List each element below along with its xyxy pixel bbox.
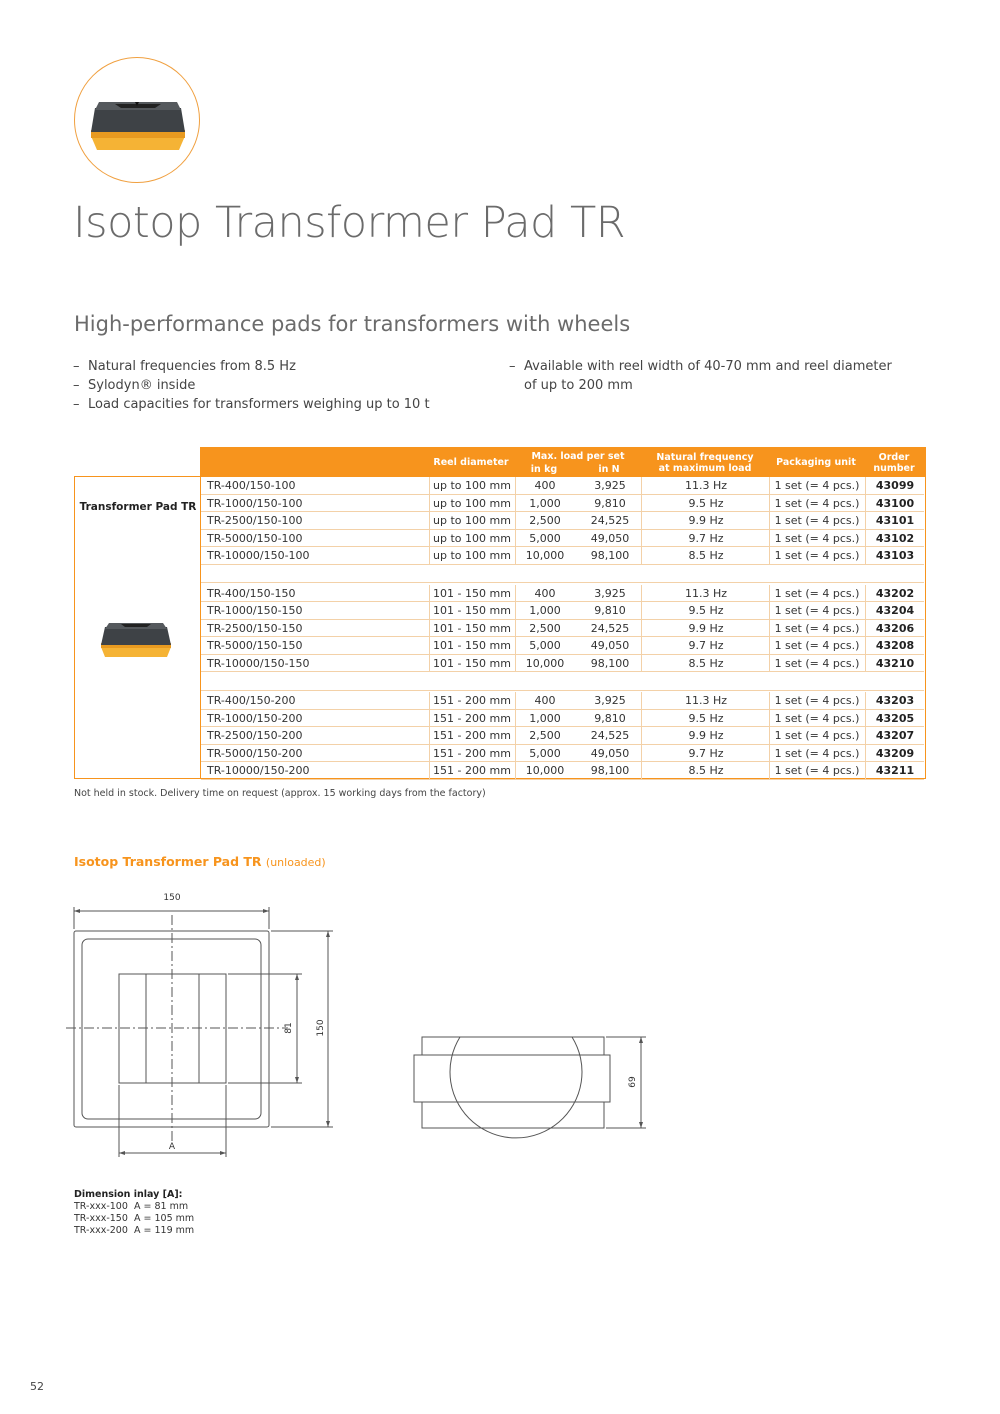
cell-kg: 5,000 xyxy=(529,531,561,545)
cell-n: 24,525 xyxy=(590,621,630,635)
cell-freq: 9.5 Hz xyxy=(688,711,724,725)
cell-model: TR-2500/150-100 xyxy=(207,514,303,528)
cell-n: 9,810 xyxy=(594,711,626,725)
cell-reel: up to 100 mm xyxy=(433,496,511,510)
feature-item-continued: of up to 200 mm xyxy=(524,378,633,393)
table-row xyxy=(201,547,924,565)
table-header xyxy=(200,447,926,477)
cell-pack: 1 set (= 4 pcs.) xyxy=(774,711,860,725)
cell-reel: 101 - 150 mm xyxy=(433,639,511,653)
header-n: in N xyxy=(598,464,620,475)
dimension-value: A = 105 mm xyxy=(134,1213,195,1224)
cell-kg: 400 xyxy=(534,694,556,707)
cell-reel: 151 - 200 mm xyxy=(433,729,511,743)
cell-kg: 2,500 xyxy=(529,514,561,528)
table-row xyxy=(201,692,924,710)
technical-drawing xyxy=(60,885,660,1185)
cell-pack: 1 set (= 4 pcs.) xyxy=(774,729,860,743)
dim-label-a: A xyxy=(168,1142,176,1152)
cell-kg: 2,500 xyxy=(529,729,561,743)
cell-model: TR-10000/150-100 xyxy=(207,549,310,563)
cell-kg: 400 xyxy=(534,586,556,600)
transformer-pad-illustration xyxy=(75,58,200,183)
cell-model: TR-1000/150-200 xyxy=(207,711,303,725)
dimension-model: TR-xxx-200 xyxy=(74,1225,128,1236)
side-label: Transformer Pad TR xyxy=(79,501,197,513)
cell-order: 43202 xyxy=(875,586,915,600)
cell-reel: 151 - 200 mm xyxy=(433,746,511,760)
cell-model: TR-2500/150-200 xyxy=(207,729,303,743)
cell-n: 49,050 xyxy=(590,531,630,545)
cell-order: 43204 xyxy=(875,604,915,618)
cell-order: 43211 xyxy=(875,764,915,778)
cell-freq: 11.3 Hz xyxy=(684,694,728,707)
table-row xyxy=(201,530,924,548)
cell-freq: 8.5 Hz xyxy=(688,549,724,563)
group-spacer xyxy=(201,565,924,583)
product-image xyxy=(74,57,200,183)
dimension-value: A = 119 mm xyxy=(134,1225,195,1236)
table-row xyxy=(201,585,924,603)
cell-order: 43100 xyxy=(875,496,915,510)
cell-freq: 9.7 Hz xyxy=(688,639,724,653)
cell-freq: 9.7 Hz xyxy=(688,746,724,760)
cell-reel: 101 - 150 mm xyxy=(433,621,511,635)
cell-kg: 10,000 xyxy=(525,656,565,670)
cell-n: 98,100 xyxy=(590,764,630,778)
cell-n: 3,925 xyxy=(594,694,626,707)
cell-reel: 151 - 200 mm xyxy=(433,694,511,707)
dimension-line xyxy=(74,1225,194,1237)
cell-n: 9,810 xyxy=(594,604,626,618)
dim-label-height: 150 xyxy=(316,1019,326,1037)
cell-kg: 1,000 xyxy=(529,604,561,618)
table-row xyxy=(201,495,924,513)
cell-freq: 8.5 Hz xyxy=(688,764,724,778)
cell-pack: 1 set (= 4 pcs.) xyxy=(774,496,860,510)
cell-freq: 9.9 Hz xyxy=(688,729,724,743)
product-table xyxy=(200,476,926,779)
cell-model: TR-10000/150-200 xyxy=(207,764,310,778)
cell-kg: 5,000 xyxy=(529,639,561,653)
table-row xyxy=(201,637,924,655)
dimension-line xyxy=(74,1213,194,1225)
dimension-title: Dimension inlay [A]: xyxy=(74,1189,183,1200)
cell-pack: 1 set (= 4 pcs.) xyxy=(774,764,860,778)
cell-order: 43103 xyxy=(875,549,915,563)
cell-order: 43206 xyxy=(875,621,915,635)
dimension-line xyxy=(74,1201,194,1213)
feature-item: – Available with reel width of 40-70 mm and reel diameter xyxy=(509,357,892,376)
cell-model: TR-400/150-100 xyxy=(207,479,296,492)
cell-n: 3,925 xyxy=(594,479,626,492)
table-row xyxy=(201,762,924,780)
header-order-2: number xyxy=(873,463,915,474)
dimension-model: TR-xxx-150 xyxy=(74,1213,128,1224)
cell-freq: 9.9 Hz xyxy=(688,621,724,635)
header-kg: in kg xyxy=(530,464,558,475)
feature-item: – Sylodyn® inside xyxy=(73,376,430,395)
cell-order: 43207 xyxy=(875,729,915,743)
table-row xyxy=(201,512,924,530)
cell-freq: 11.3 Hz xyxy=(684,479,728,492)
cell-freq: 9.5 Hz xyxy=(688,604,724,618)
feature-item: – Load capacities for transformers weighing up to 10 t xyxy=(73,395,430,414)
table-row xyxy=(201,745,924,763)
cell-reel: 151 - 200 mm xyxy=(433,764,511,778)
cell-kg: 2,500 xyxy=(529,621,561,635)
page-subtitle: High-performance pads for transformers with wheels xyxy=(74,312,631,336)
header-packaging: Packaging unit xyxy=(776,457,856,468)
header-order-1: Order xyxy=(878,452,910,463)
drawing-title-sub: (unloaded) xyxy=(265,856,326,869)
cell-pack: 1 set (= 4 pcs.) xyxy=(774,656,860,670)
cell-kg: 1,000 xyxy=(529,496,561,510)
cell-order: 43099 xyxy=(875,479,915,492)
dim-label-width: 150 xyxy=(163,893,181,903)
cell-n: 49,050 xyxy=(590,746,630,760)
cell-n: 3,925 xyxy=(594,586,626,600)
table-row xyxy=(201,710,924,728)
cell-n: 98,100 xyxy=(590,656,630,670)
cell-pack: 1 set (= 4 pcs.) xyxy=(774,639,860,653)
table-row xyxy=(201,477,924,495)
cell-kg: 10,000 xyxy=(525,549,565,563)
dimension-list xyxy=(74,1201,194,1237)
cell-pack: 1 set (= 4 pcs.) xyxy=(774,746,860,760)
transformer-pad-thumbnail xyxy=(99,617,173,661)
cell-model: TR-10000/150-150 xyxy=(207,656,310,670)
cell-pack: 1 set (= 4 pcs.) xyxy=(774,604,860,618)
cell-model: TR-400/150-150 xyxy=(207,586,296,600)
header-frequency-1: Natural frequency xyxy=(656,452,754,463)
cell-model: TR-5000/150-200 xyxy=(207,746,303,760)
cell-order: 43210 xyxy=(875,656,915,670)
header-max-load: Max. load per set xyxy=(531,451,625,462)
cell-order: 43102 xyxy=(875,531,915,545)
cell-pack: 1 set (= 4 pcs.) xyxy=(774,479,860,492)
cell-n: 24,525 xyxy=(590,729,630,743)
page-number: 52 xyxy=(30,1380,44,1393)
dimension-model: TR-xxx-100 xyxy=(74,1201,128,1212)
drawing-title xyxy=(74,854,326,869)
cell-order: 43101 xyxy=(875,514,915,528)
header-frequency-2: at maximum load xyxy=(658,463,752,474)
cell-model: TR-400/150-200 xyxy=(207,694,296,707)
cell-freq: 9.7 Hz xyxy=(688,531,724,545)
cell-reel: 151 - 200 mm xyxy=(433,711,511,725)
cell-order: 43203 xyxy=(875,694,915,707)
feature-list-left xyxy=(73,357,430,414)
cell-kg: 10,000 xyxy=(525,764,565,778)
table-row xyxy=(201,655,924,673)
page-title: Isotop Transformer Pad TR xyxy=(73,198,626,248)
cell-model: TR-5000/150-100 xyxy=(207,531,303,545)
cell-pack: 1 set (= 4 pcs.) xyxy=(774,694,860,707)
cell-n: 9,810 xyxy=(594,496,626,510)
cell-reel: 101 - 150 mm xyxy=(433,656,511,670)
cell-freq: 8.5 Hz xyxy=(688,656,724,670)
cell-kg: 5,000 xyxy=(529,746,561,760)
cell-model: TR-2500/150-150 xyxy=(207,621,303,635)
drawing-title-main: Isotop Transformer Pad TR xyxy=(74,854,262,869)
dim-label-side-height: 69 xyxy=(628,1076,638,1088)
cell-model: TR-1000/150-150 xyxy=(207,604,303,618)
cell-freq: 9.5 Hz xyxy=(688,496,724,510)
cell-n: 98,100 xyxy=(590,549,630,563)
cell-pack: 1 set (= 4 pcs.) xyxy=(774,586,860,600)
cell-pack: 1 set (= 4 pcs.) xyxy=(774,514,860,528)
cell-model: TR-5000/150-150 xyxy=(207,639,303,653)
cell-n: 49,050 xyxy=(590,639,630,653)
cell-reel: up to 100 mm xyxy=(433,514,511,528)
cell-model: TR-1000/150-100 xyxy=(207,496,303,510)
header-reel-diameter: Reel diameter xyxy=(433,457,509,468)
cell-reel: up to 100 mm xyxy=(433,479,511,492)
stock-note: Not held in stock. Delivery time on request (approx. 15 working days from the factory) xyxy=(74,788,486,799)
cell-freq: 9.9 Hz xyxy=(688,514,724,528)
table-row xyxy=(201,727,924,745)
cell-pack: 1 set (= 4 pcs.) xyxy=(774,531,860,545)
cell-freq: 11.3 Hz xyxy=(684,586,728,600)
cell-order: 43208 xyxy=(875,639,915,653)
dim-label-inner: 81 xyxy=(284,1022,294,1034)
table-row xyxy=(201,620,924,638)
feature-list-right xyxy=(509,357,892,395)
cell-reel: up to 100 mm xyxy=(433,549,511,563)
cell-pack: 1 set (= 4 pcs.) xyxy=(774,621,860,635)
feature-item: – Natural frequencies from 8.5 Hz xyxy=(73,357,430,376)
table-row xyxy=(201,602,924,620)
group-spacer xyxy=(201,673,924,691)
cell-reel: up to 100 mm xyxy=(433,531,511,545)
cell-kg: 400 xyxy=(534,479,556,492)
table-side-cell xyxy=(74,476,200,779)
cell-order: 43209 xyxy=(875,746,915,760)
cell-n: 24,525 xyxy=(590,514,630,528)
dimension-value: A = 81 mm xyxy=(134,1201,189,1212)
cell-reel: 101 - 150 mm xyxy=(433,604,511,618)
cell-pack: 1 set (= 4 pcs.) xyxy=(774,549,860,563)
cell-kg: 1,000 xyxy=(529,711,561,725)
cell-reel: 101 - 150 mm xyxy=(433,586,511,600)
cell-order: 43205 xyxy=(875,711,915,725)
